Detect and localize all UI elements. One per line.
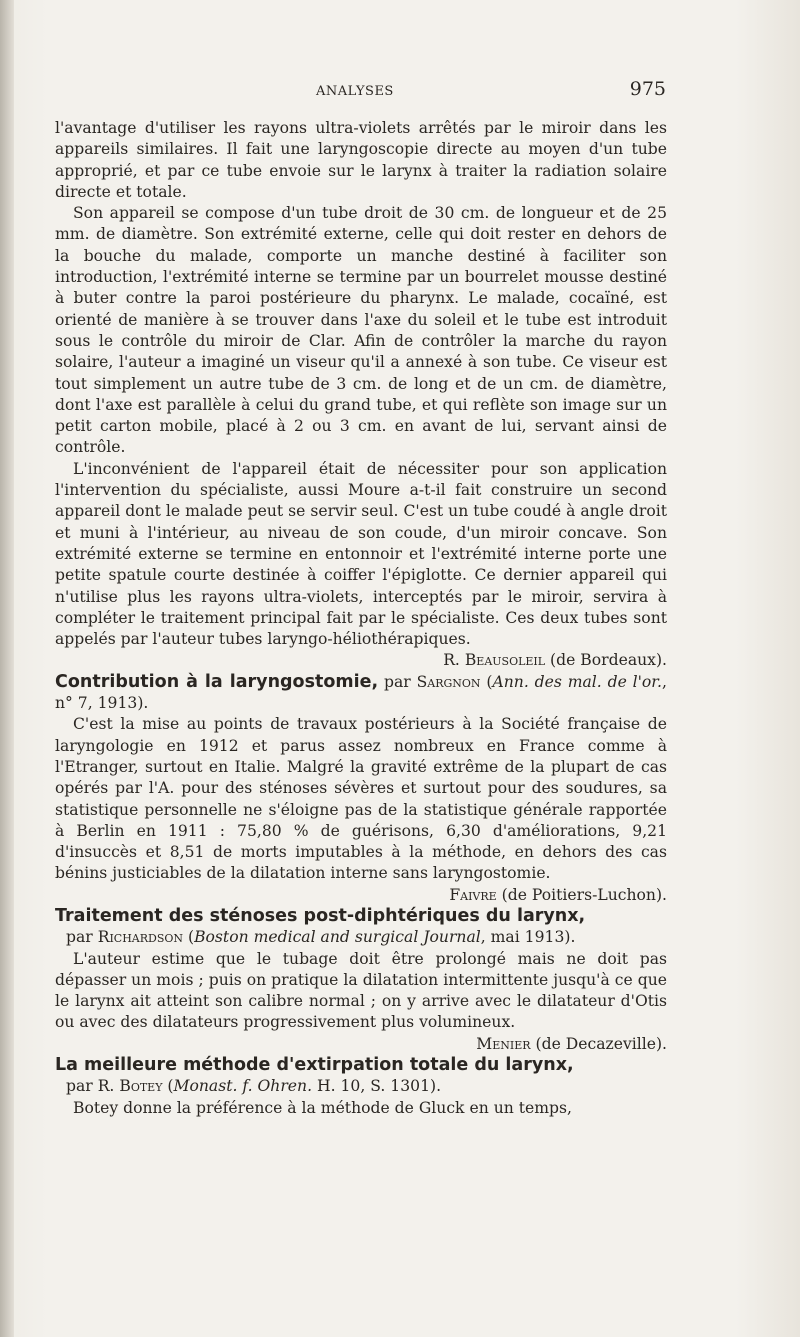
signature-name: Faivre <box>449 885 497 904</box>
signature-name: Menier <box>476 1034 531 1053</box>
article-source: Boston medical and surgical Journal <box>194 928 481 947</box>
signature <box>55 1034 667 1055</box>
paragraph: Son appareil se compose d'un tube droit de 30 cm. de longueur et de 25 mm. de diamètre. Son extrémité externe, celle qui doit rester en dehors de la bouche du malade, comporte un manche destiné à faciliter son introduction, l'extrémité interne se termine par un bourrelet mousse destiné à buter contre la paroi postérieure du pharynx. Le malade, cocaïné, est orienté de manière à se trouver dans l'axe du soleil et le tube est introduit sous le contrôle du miroir de Clar. Afin de contrôler la marche du rayon solaire, l'auteur a imaginé un viseur qu'il a annexé à son tube. Ce viseur est tout simplement un autre tube de 3 cm. de long et de un cm. de diamètre, dont l'axe est parallèle à celui du grand tube, et qui reflète son image sur un petit carton mobile, placé à 2 ou 3 cm. en avant de lui, servant ainsi de contrôle. <box>55 204 667 457</box>
page-gutter-shadow <box>0 0 14 1337</box>
article-author: Botey <box>119 1077 163 1096</box>
article-heading <box>55 1055 667 1076</box>
body-text <box>55 118 667 1119</box>
article-title: Traitement des sténoses post-diphtériques du larynx, <box>55 905 586 926</box>
signature-place: (de Poitiers-Luchon). <box>496 885 667 904</box>
paragraph: l'avantage d'utiliser les rayons ultra-violets arrêtés par le miroir dans les appareils similaires. Il fait une laryngoscopie directe au moyen d'un tube approprié, et par ce tube envoie sur le larynx à traiter la radiation solaire directe et totale. <box>55 119 667 201</box>
running-head: ANALYSES <box>316 84 394 99</box>
article-heading: Contribution à la laryngostomie, par Sargnon (Ann. des mal. de l'or., n° 7, 1913). <box>55 671 667 713</box>
paragraph: C'est la mise au points de travaux postérieurs à la Société française de laryngologie en 1912 et parus assez nombreux en France comme à l'Etranger, surtout en Italie. Malgré la gravité extrême de la plupart de cas opérés par l'A. pour des sténoses sévères et surtout pour des soudures, sa statistique personnelle ne s'éloigne pas de la statistique générale rapportée à Berlin en 1911 : 75,80 % de guérisons, 6,30 d'améliorations, 9,21 d'insuccès et 8,51 de morts imputables à la méthode, en dehors des cas bénins justiciables de la dilatation interne sans laryngostomie. <box>55 715 667 883</box>
article-source: Ann. des mal. de l'or. <box>492 672 663 691</box>
article-byline: par R. Botey (Monast. f. Ohren. H. 10, S. 1301). <box>66 1077 442 1096</box>
page-number: 975 <box>629 78 666 100</box>
signature <box>55 885 667 906</box>
article-title: Contribution à la laryngostomie, <box>55 671 379 692</box>
article-ref: , n° 7, 1913). <box>55 672 667 713</box>
signature-place: (de Decazeville). <box>530 1034 667 1053</box>
article-ref: H. 10, S. 1301). <box>312 1077 442 1096</box>
article-source: Monast. f. Ohren. <box>173 1077 313 1096</box>
article-author: Sargnon <box>416 672 481 691</box>
paragraph: Botey donne la préférence à la méthode de Gluck en un temps, <box>73 1098 572 1117</box>
page-header <box>56 78 666 104</box>
article-ref: , mai 1913). <box>480 928 576 947</box>
article-byline: par Richardson (Boston medical and surgical Journal, mai 1913). <box>66 928 576 947</box>
signature-name: R. Beausoleil <box>443 651 546 670</box>
signature <box>55 650 667 671</box>
article-author: Richardson <box>97 928 184 947</box>
article-title: La meilleure méthode d'extirpation totale du larynx, <box>55 1055 574 1076</box>
paragraph: L'auteur estime que le tubage doit être prolongé mais ne doit pas dépasser un mois ; puis on pratique la dilatation intermittente jusqu'à ce que le larynx ait atteint son calibre normal ; on y arrive avec le dilatateur d'Otis ou avec des dilatateurs progressivement plus volumineux. <box>55 949 667 1032</box>
signature-place: (de Bordeaux). <box>545 651 667 670</box>
article-heading <box>55 906 667 927</box>
paragraph: L'inconvénient de l'appareil était de nécessiter pour son application l'intervention du spécialiste, aussi Moure a-t-il fait construire un second appareil dont le malade peut se servir seul. C'est un tube coudé à angle droit et muni à l'intérieur, au niveau de son coude, d'un miroir concave. Son extrémité externe se termine en entonnoir et l'extrémité interne porte une petite spatule courte destinée à coiffer l'épiglotte. Ce dernier appareil qui n'utilise plus les rayons ultra-violets, interceptés par le miroir, servira à compléter le traitement principal fait par le spécialiste. Ces deux tubes sont appelés par l'auteur tubes laryngo-héliothérapiques. <box>55 459 667 649</box>
